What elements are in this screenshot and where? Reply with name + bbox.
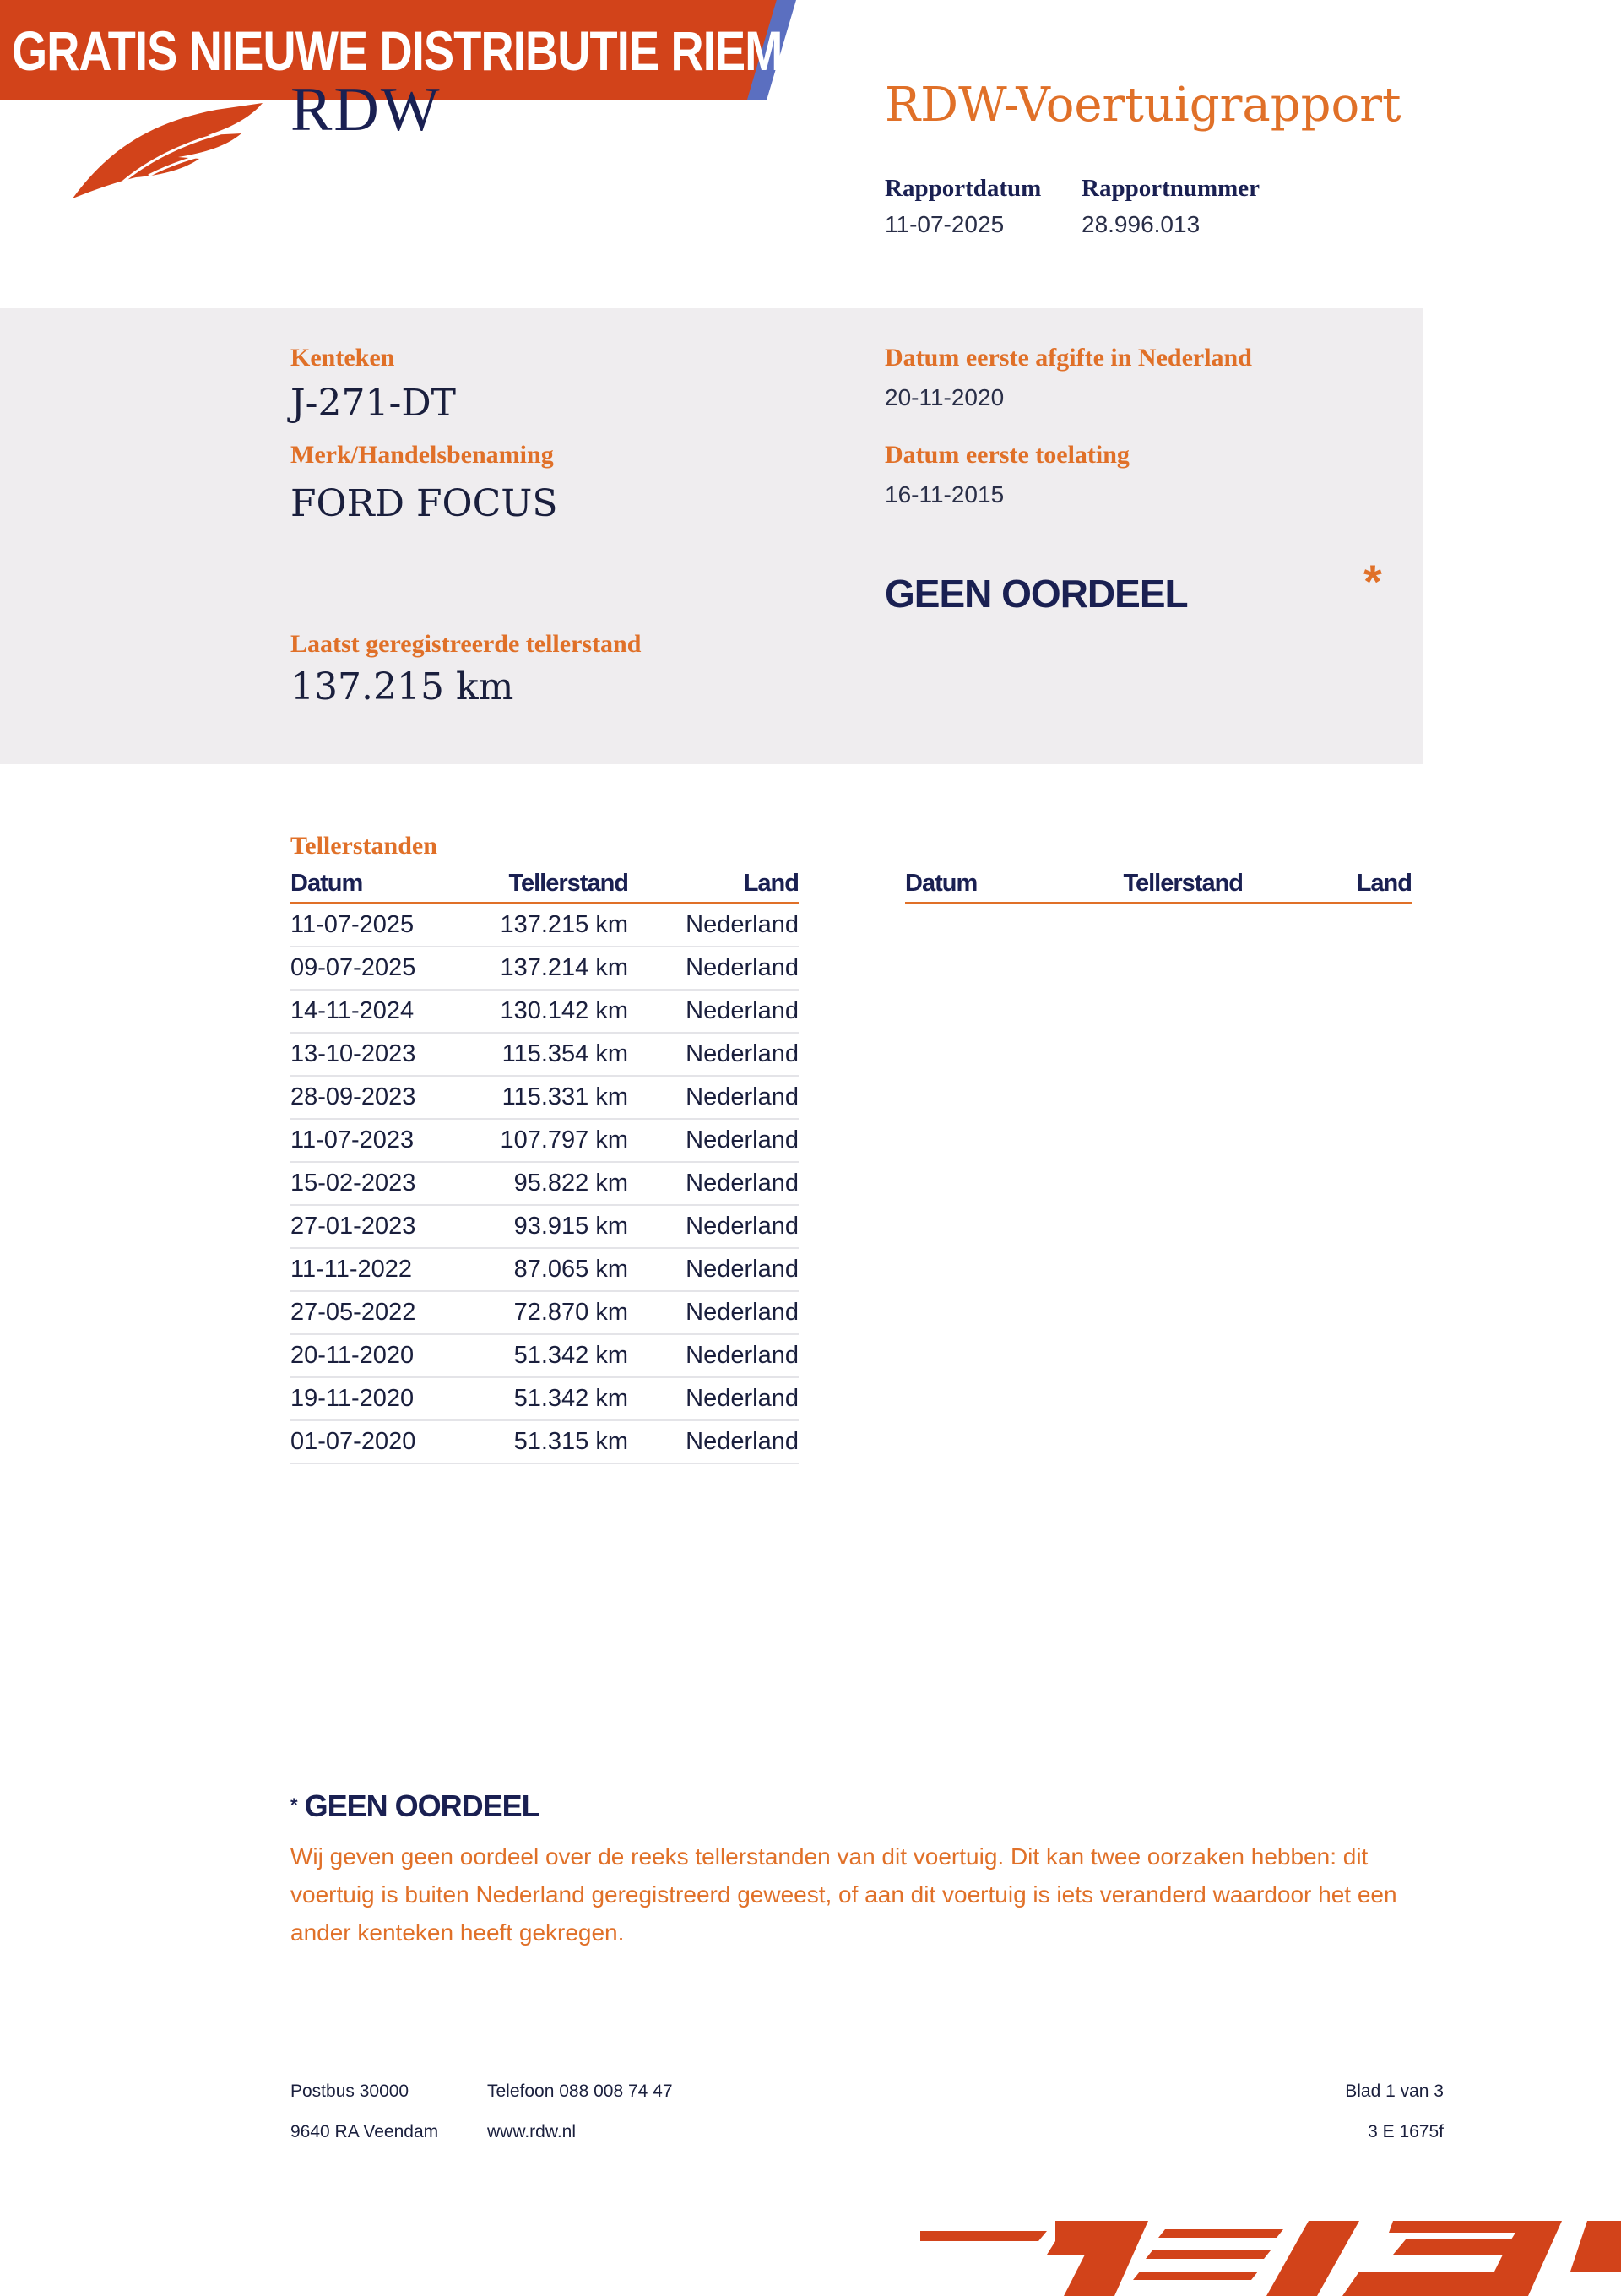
reading-odometer: 137.215 km: [459, 904, 628, 947]
plate-label: Kenteken: [290, 344, 395, 372]
reading-date: 15-02-2023: [290, 1162, 459, 1205]
report-date-label: Rapportdatum: [885, 175, 1042, 202]
reading-country: Nederland: [628, 947, 799, 990]
table-row: [290, 1420, 799, 1463]
rdw-decorative-graphic: [920, 2221, 1621, 2296]
col-odometer-right: Tellerstand: [1082, 866, 1243, 904]
reading-country: Nederland: [628, 990, 799, 1033]
reading-odometer: 115.354 km: [459, 1033, 628, 1076]
reading-odometer: 51.342 km: [459, 1377, 628, 1420]
col-odometer: Tellerstand: [459, 866, 628, 904]
col-date: Datum: [290, 866, 459, 904]
table-row: [290, 1377, 799, 1420]
reading-country: Nederland: [628, 1334, 799, 1377]
reading-date: 27-01-2023: [290, 1205, 459, 1248]
footer-page: Blad 1 van 3: [1345, 2082, 1444, 2101]
reading-odometer: 137.214 km: [459, 947, 628, 990]
reading-odometer: 93.915 km: [459, 1205, 628, 1248]
reading-odometer: 130.142 km: [459, 990, 628, 1033]
first-nl-value: 20-11-2020: [885, 384, 1005, 410]
reading-country: Nederland: [628, 1162, 799, 1205]
table-row: [290, 1334, 799, 1377]
readings-header-row-right: [905, 866, 1412, 904]
reading-country: Nederland: [628, 1377, 799, 1420]
table-row: [290, 1205, 799, 1248]
reading-date: 28-09-2023: [290, 1076, 459, 1119]
reading-date: 27-05-2022: [290, 1291, 459, 1334]
table-row: [290, 904, 799, 947]
odometer-label: Laatst geregistreerde tellerstand: [290, 630, 642, 658]
report-number-label: Rapportnummer: [1082, 175, 1260, 202]
report-number: 28.996.013: [1082, 211, 1201, 237]
plate-value: J-271-DT: [290, 382, 456, 425]
reading-odometer: 87.065 km: [459, 1248, 628, 1291]
rdw-logo-icon: [73, 101, 267, 203]
report-title: RDW-Voertuigrapport: [885, 78, 1401, 133]
table-row: [290, 1119, 799, 1162]
brand-label: Merk/Handelsbenaming: [290, 441, 554, 469]
reading-odometer: 51.315 km: [459, 1420, 628, 1463]
reading-date: 19-11-2020: [290, 1377, 459, 1420]
footnote-title: [290, 1788, 539, 1824]
table-row: [290, 947, 799, 990]
odometer-value: 137.215 km: [290, 665, 514, 708]
readings-header-row: [290, 866, 799, 904]
reading-country: Nederland: [628, 1420, 799, 1463]
footer-address-2: 9640 RA Veendam: [290, 2122, 439, 2141]
verdict: GEEN OORDEEL: [885, 572, 1188, 616]
reading-country: Nederland: [628, 1033, 799, 1076]
col-country-right: Land: [1243, 866, 1412, 904]
reading-country: Nederland: [628, 1205, 799, 1248]
reading-odometer: 115.331 km: [459, 1076, 628, 1119]
readings-table-right: [905, 866, 1412, 904]
readings-title: Tellerstanden: [290, 832, 437, 860]
reading-odometer: 95.822 km: [459, 1162, 628, 1205]
footnote-title-text: GEEN OORDEEL: [304, 1788, 539, 1823]
report-date: 11-07-2025: [885, 211, 1005, 237]
reading-country: Nederland: [628, 1076, 799, 1119]
col-date-right: Datum: [905, 866, 1082, 904]
reading-country: Nederland: [628, 904, 799, 947]
first-admission-label: Datum eerste toelating: [885, 441, 1130, 469]
reading-date: 01-07-2020: [290, 1420, 459, 1463]
table-row: [290, 1162, 799, 1205]
reading-country: Nederland: [628, 1291, 799, 1334]
first-nl-label: Datum eerste afgifte in Nederland: [885, 344, 1252, 372]
footer-phone: Telefoon 088 008 74 47: [487, 2082, 673, 2101]
first-admission-value: 16-11-2015: [885, 481, 1005, 508]
reading-odometer: 51.342 km: [459, 1334, 628, 1377]
footnote-mark: *: [290, 1794, 297, 1816]
table-row: [290, 1291, 799, 1334]
verdict-star: *: [1363, 555, 1382, 608]
readings-table: [290, 866, 799, 1464]
reading-country: Nederland: [628, 1119, 799, 1162]
footer-code: 3 E 1675f: [1368, 2122, 1444, 2141]
reading-date: 20-11-2020: [290, 1334, 459, 1377]
reading-odometer: 107.797 km: [459, 1119, 628, 1162]
reading-odometer: 72.870 km: [459, 1291, 628, 1334]
reading-date: 11-07-2025: [290, 904, 459, 947]
reading-date: 13-10-2023: [290, 1033, 459, 1076]
brand-value: FORD FOCUS: [290, 482, 558, 525]
table-row: [290, 1248, 799, 1291]
reading-date: 09-07-2025: [290, 947, 459, 990]
footer-web[interactable]: www.rdw.nl: [487, 2122, 577, 2141]
promo-banner-text: GRATIS NIEUWE DISTRIBUTIE RIEM: [12, 19, 783, 82]
col-country: Land: [628, 866, 799, 904]
table-row: [290, 1033, 799, 1076]
table-row: [290, 990, 799, 1033]
reading-date: 11-07-2023: [290, 1119, 459, 1162]
reading-date: 11-11-2022: [290, 1248, 459, 1291]
reading-date: 14-11-2024: [290, 990, 459, 1033]
table-row: [290, 1076, 799, 1119]
rdw-logo-text: RDW: [290, 75, 442, 133]
footnote-text: Wij geven geen oordeel over de reeks tellerstanden van dit voertuig. Dit kan twee oorzaken hebben: dit voertuig is buiten Nederland geregistreerd geweest, of aan dit voertuig is iets veranderd waardoor het een ander kenteken heeft gekregen.: [290, 1843, 1397, 1946]
reading-country: Nederland: [628, 1248, 799, 1291]
vehicle-summary-panel: [0, 308, 1423, 764]
footer-address-1: Postbus 30000: [290, 2082, 409, 2101]
